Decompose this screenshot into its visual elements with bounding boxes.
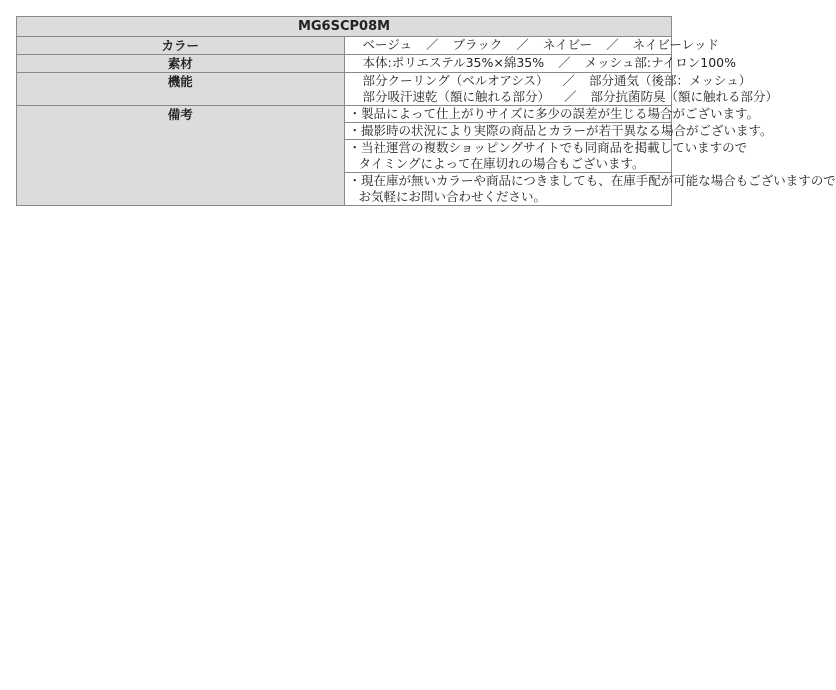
color-value: ネイビー — [542, 37, 593, 52]
note-item — [345, 106, 760, 123]
product-code-title: MG6SCP08M — [17, 17, 672, 37]
function-value: 部分クーリング（ベルオアシス） — [362, 73, 549, 88]
color-value: ブラック — [452, 37, 503, 52]
material-value: 本体:ポリエステル35%×綿35% — [362, 55, 545, 70]
material-values — [344, 55, 736, 73]
color-value: ベージュ — [362, 37, 413, 52]
color-row — [17, 37, 672, 55]
material-value: メッシュ部:ナイロン100% — [584, 55, 736, 70]
title-row — [17, 17, 672, 37]
function-line — [362, 89, 779, 105]
note-line: お気軽にお問い合わせください。 — [358, 189, 547, 204]
material-label: 素材 — [17, 55, 345, 73]
separator: ／ — [558, 55, 571, 70]
function-value: 部分通気（後部：メッシュ） — [589, 73, 752, 88]
material-line — [362, 55, 736, 71]
note-item — [345, 173, 836, 205]
note-line: ・当社運営の複数ショッピングサイトでも同商品を掲載していますので — [348, 140, 748, 155]
note-line: ・現在庫が無いカラーや商品につきましても、在庫手配が可能な場合もございますので — [348, 173, 836, 188]
notes-label: 備考 — [17, 106, 345, 206]
function-label: 機能 — [17, 73, 345, 106]
separator: ／ — [606, 37, 619, 52]
notes-values — [344, 106, 836, 206]
material-row — [17, 55, 672, 73]
color-value: ネイビーレッド — [632, 37, 719, 52]
color-line — [362, 37, 719, 53]
notes-row — [17, 106, 672, 206]
function-line — [362, 73, 752, 89]
separator: ／ — [564, 89, 577, 104]
separator: ／ — [426, 37, 439, 52]
note-line: ・製品によって仕上がりサイズに多少の誤差が生じる場合がございます。 — [348, 106, 760, 121]
separator: ／ — [516, 37, 529, 52]
function-row — [17, 73, 672, 106]
product-spec-table — [16, 16, 836, 206]
function-value: 部分吸汗速乾（額に触れる部分） — [362, 89, 551, 104]
note-item — [345, 123, 773, 140]
note-line: ・撮影時の状況により実際の商品とカラーが若干異なる場合がございます。 — [348, 123, 773, 138]
note-line: タイミングによって在庫切れの場合もございます。 — [358, 156, 645, 171]
separator: ／ — [562, 73, 576, 88]
note-item — [345, 140, 748, 173]
color-label: カラー — [17, 37, 345, 55]
function-value: 部分抗菌防臭（額に触れる部分） — [590, 89, 779, 104]
color-values — [344, 37, 719, 55]
function-values — [344, 73, 779, 106]
